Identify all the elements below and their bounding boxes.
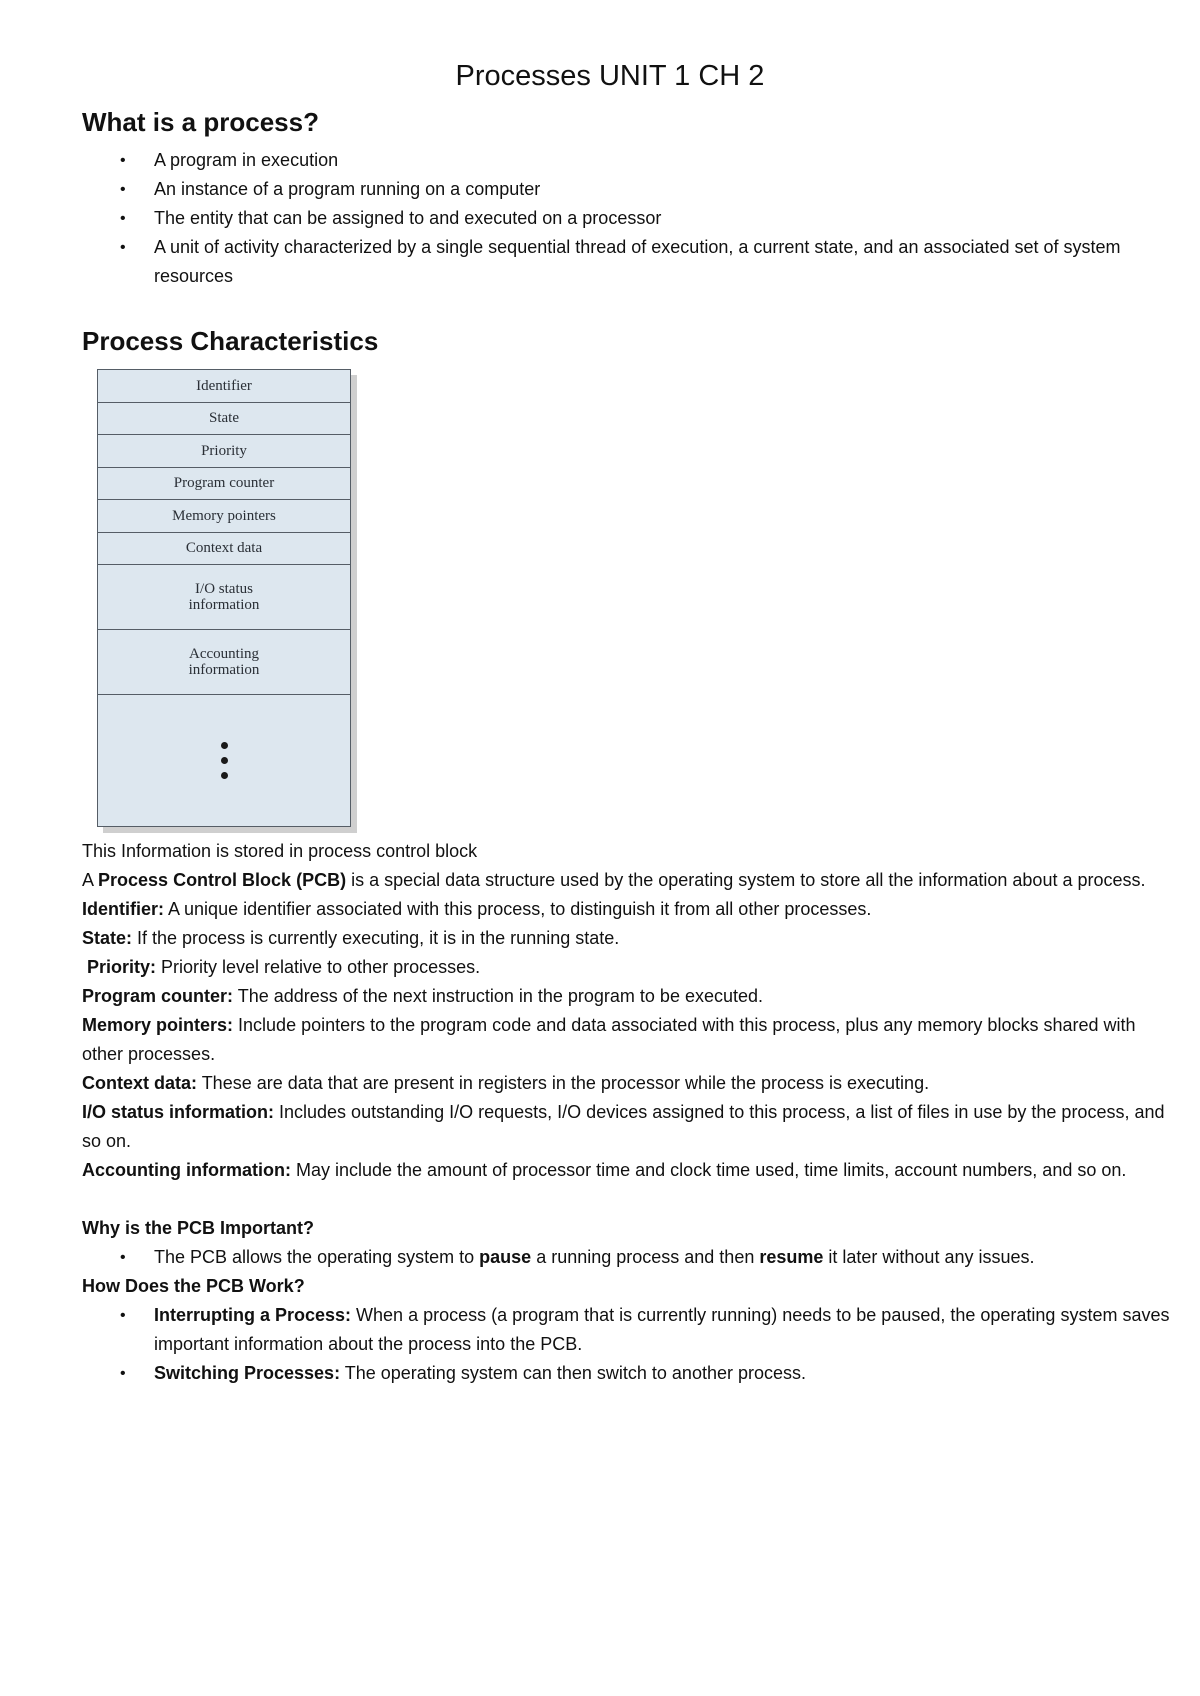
list-item: • A unit of activity characterized by a single sequential thread of execution, a current state, and an associated set of system resources [82, 233, 1162, 291]
why-heading: Why is the PCB Important? [82, 1218, 315, 1238]
why-list [82, 1243, 1172, 1272]
field-memory-pointers: Memory pointers: Include pointers to the program code and data associated with this process, plus any memory blocks shared with other processes. [82, 1015, 1136, 1064]
list-item: • A program in execution [82, 146, 1162, 175]
pcb-row-memory-pointers: Memory pointers [98, 500, 350, 533]
list-item: • An instance of a program running on a computer [82, 175, 1162, 204]
list-item: • The entity that can be assigned to and executed on a processor [82, 204, 1162, 233]
what-is-process-heading: What is a process? [82, 107, 319, 137]
process-characteristics-heading: Process Characteristics [82, 326, 379, 356]
field-state: State: If the process is currently executing, it is in the running state. [82, 928, 620, 948]
vertical-ellipsis-icon [221, 742, 228, 779]
pcb-row-priority: Priority [98, 435, 350, 468]
pcb-row-ellipsis [98, 695, 350, 826]
pcb-row-io-status: I/O status information [98, 565, 350, 630]
pcb-description [82, 837, 1172, 1388]
pcb-row-state: State [98, 403, 350, 436]
field-context-data: Context data: These are data that are present in registers in the processor while the process is executing. [82, 1073, 930, 1093]
list-item: • The PCB allows the operating system to pause a running process and then resume it later without any issues. [82, 1243, 1172, 1272]
stored-line: This Information is stored in process control block [82, 841, 478, 861]
pcb-row-program-counter: Program counter [98, 468, 350, 501]
how-heading: How Does the PCB Work? [82, 1276, 305, 1296]
list-item: • Interrupting a Process: When a process (a program that is currently running) needs to be paused, the operating system saves important information about the process into the PCB. [82, 1301, 1172, 1359]
pcb-row-accounting: Accounting information [98, 630, 350, 695]
field-program-counter: Program counter: The address of the next instruction in the program to be executed. [82, 986, 764, 1006]
field-accounting: Accounting information: May include the amount of processor time and clock time used, time limits, account numbers, and so on. [82, 1160, 1127, 1180]
how-list [82, 1301, 1172, 1388]
field-identifier: Identifier: A unique identifier associated with this process, to distinguish it from all other processes. [82, 899, 872, 919]
pcb-row-context-data: Context data [98, 533, 350, 566]
page-title: Processes UNIT 1 CH 2 [455, 60, 765, 92]
pcb-row-identifier: Identifier [98, 370, 350, 403]
pcb-definition: A Process Control Block (PCB) is a special data structure used by the operating system to store all the information about a process. [82, 870, 1146, 890]
field-io-status: I/O status information: Includes outstanding I/O requests, I/O devices assigned to this process, a list of files in use by the process, and so on. [82, 1102, 1165, 1151]
list-item: • Switching Processes: The operating system can then switch to another process. [82, 1359, 1172, 1388]
field-priority: Priority: Priority level relative to other processes. [87, 957, 481, 977]
what-is-process-list [82, 146, 1162, 291]
pcb-diagram [97, 369, 351, 827]
